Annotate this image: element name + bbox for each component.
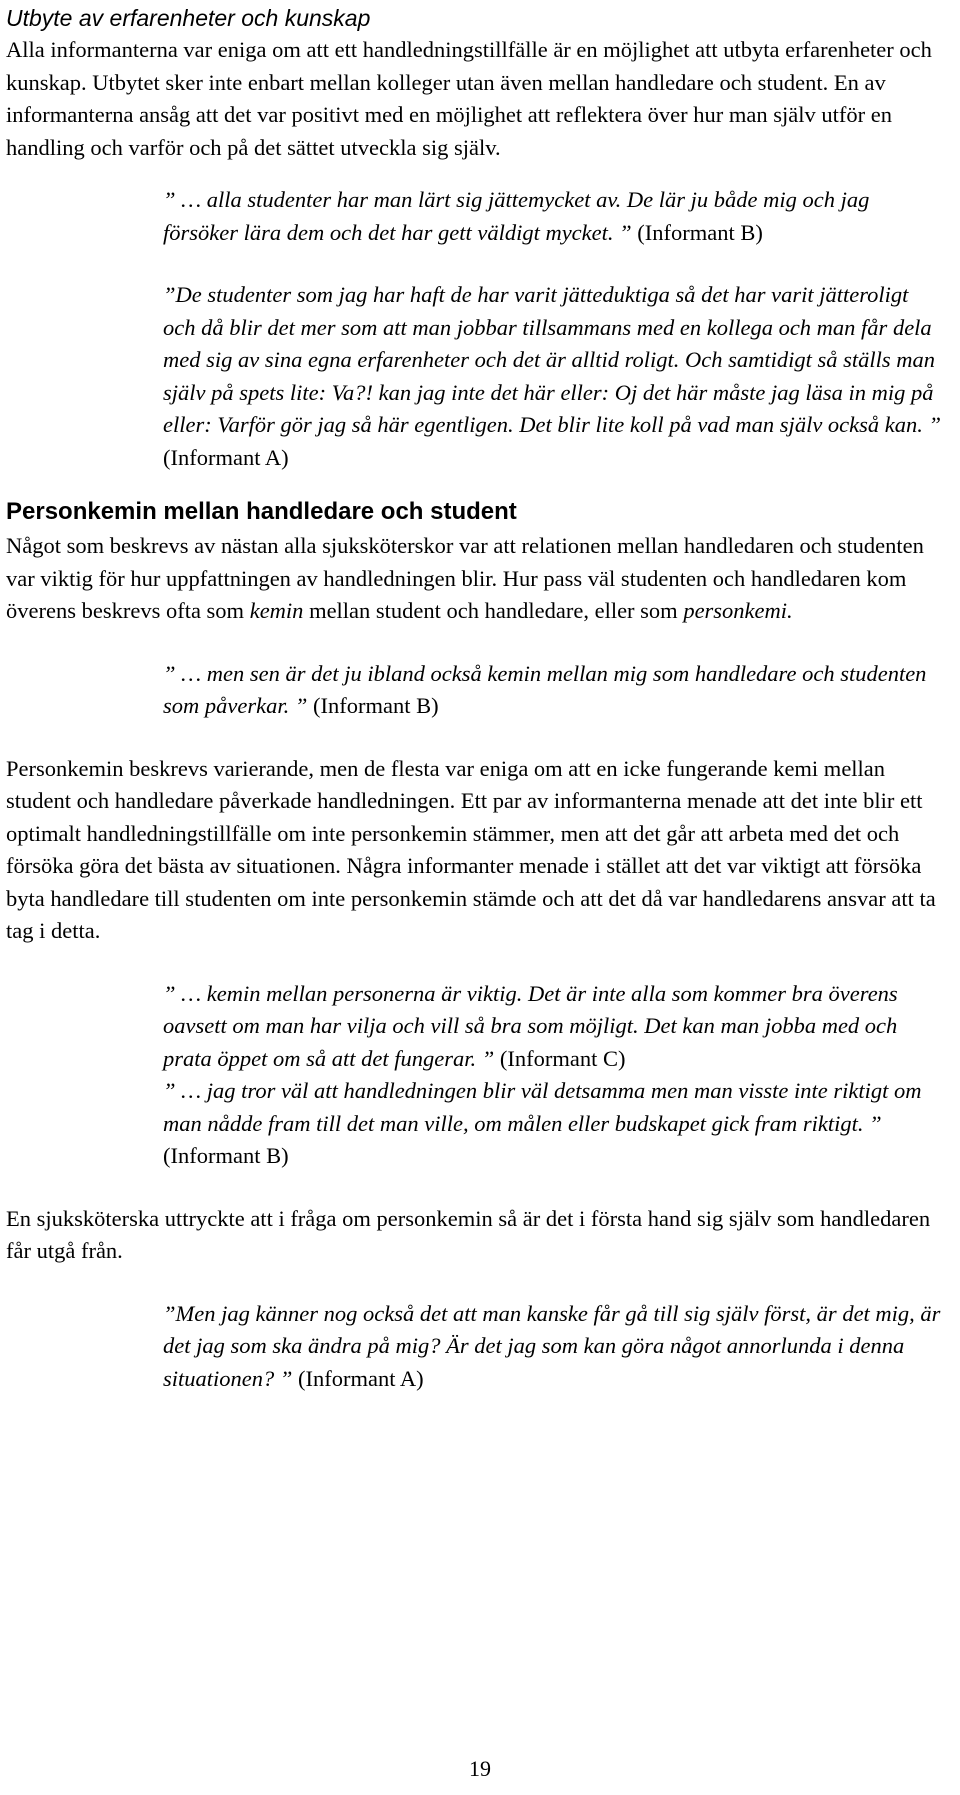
- quote-text: ”Men jag känner nog också det att man kanske får gå till sig själv först, är det mig, är det jag som ska ändra på mig? Är det jag som kan göra något annorlunda i denna situationen? ”: [163, 1300, 941, 1391]
- quote-source: (Informant A): [298, 1365, 424, 1391]
- quote-informant-a-2: [163, 1298, 943, 1396]
- quote-text: ” … jag tror väl att handledningen blir väl detsamma men man visste inte riktigt om man nådde fram till det man ville, om målen eller budskapet gick fram riktigt. ”: [163, 1078, 922, 1136]
- quote-text: ”De studenter som jag har haft de har varit jätteduktiga så det har varit jätteroligt och då blir det mer som att man jobbar tillsammans med en kollega och man får dela med sig av sina egna erfarenheter och det är alltid roligt. Och samtidigt så ställs man själv på spets lite: Va?! kan jag inte det här eller: Oj det här måste jag läsa in mig på eller: Varför gör jag så här egentligen. Det blir lite koll på vad man själv också kan. ”: [163, 282, 942, 437]
- section-heading-utbyte: Utbyte av erfarenheter och kunskap: [6, 5, 371, 31]
- emphasis-personkemi: personkemi.: [683, 598, 793, 623]
- quote-informant-b-3: [163, 1075, 943, 1173]
- quote-source: (Informant B): [637, 219, 763, 245]
- paragraph-personkemin-intro: [6, 530, 951, 628]
- quote-source: (Informant B): [163, 1143, 289, 1168]
- paragraph-utbyte: Alla informanterna var eniga om att ett handledningstillfälle är en möjlighet att utbyta erfarenheter och kunskap. Utbytet sker inte enbart mellan kolleger utan även mellan handledare och student. En av informanterna ansåg att det var positivt med en möjlighet att reflektera över hur man själv utför en handling och varför och på det sättet utveckla sig själv.: [6, 37, 932, 160]
- paragraph-personkemin-varierande: Personkemin beskrevs varierande, men de flesta var eniga om att en icke fungerande kemi mellan student och handledare påverkade handledningen. Ett par av informanterna menade att det inte blir ett optimalt handledningstillfälle om inte personkemin stämmer, men att det går att arbeta med det och försöka göra det bästa av situationen. Några informanter menade i stället att det var viktigt att försöka byta handledare till studenten om inte personkemin stämde och att det då var handledarens ansvar att ta tag i detta.: [6, 755, 936, 943]
- quote-text: ” … men sen är det ju ibland också kemin mellan mig som handledare och studenten som påverkar. ”: [163, 660, 927, 718]
- quote-text: ” … alla studenter har man lärt sig jättemycket av. De lär ju både mig och jag försöker lära dem och det har gett väldigt mycket. ”: [163, 187, 870, 245]
- quote-source: (Informant A): [163, 444, 289, 470]
- quote-source: (Informant C): [499, 1045, 626, 1071]
- quote-informant-c: [163, 978, 943, 1076]
- document-page: [6, 0, 951, 1395]
- quote-informant-b-1: [163, 184, 943, 249]
- quote-text: ” … kemin mellan personerna är viktig. Det är inte alla som kommer bra överens oavsett om man har vilja och vill så bra som möjligt. Det kan man jobba med och prata öppet om så att det fungerar. ”: [163, 980, 898, 1071]
- quote-source: (Informant B): [313, 693, 439, 718]
- emphasis-kemin: kemin: [249, 598, 304, 623]
- section-heading-personkemin: Personkemin mellan handledare och student: [6, 498, 517, 525]
- quote-informant-b-2: [163, 658, 943, 723]
- page-number: 19: [469, 1756, 491, 1781]
- text-run: mellan student och handledare, eller som: [303, 598, 684, 623]
- text-run: Något som beskrevs av nästan alla sjuksköterskor var att relationen mellan handledaren och studenten var viktig för hur uppfattningen av handledningen blir. Hur pass väl studenten och handledaren kom överens beskrevs ofta som: [6, 533, 924, 623]
- quote-informant-a-1: [163, 279, 943, 474]
- paragraph-sjukskoterska: En sjuksköterska uttryckte att i fråga om personkemin så är det i första hand sig själv som handledaren får utgå från.: [6, 1205, 931, 1263]
